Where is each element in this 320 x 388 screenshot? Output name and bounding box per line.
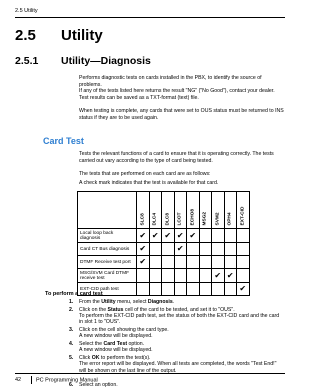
step-detail: To perform the EXT-CID path test, set the status of both the EXT-CID card and the card in slot 1 to "OUS". [79, 313, 280, 326]
step-detail: The error report will be displayed. When all tests are completed, the words "Test End!" will be shown on the last line of the output. [79, 361, 277, 374]
empty-cell [224, 243, 237, 256]
step-text-pre: Select the [79, 341, 104, 347]
intro-para-2: If any of the tests listed here returns the result "NG" ("No Good"), contact your dealer. Test results can be saved as a TXT-format (text) file. [79, 88, 275, 101]
empty-cell [212, 229, 225, 243]
empty-cell [162, 283, 175, 296]
running-header: 2.5 Utility [15, 8, 38, 14]
step-text-pre: Click [79, 355, 92, 361]
check-mark-icon: ✔ [187, 229, 200, 243]
empty-cell [174, 269, 187, 283]
table-column-header [224, 192, 237, 229]
step-text-mid: option. [127, 341, 145, 347]
step-text-b1: Card Test [103, 341, 128, 347]
step-number: 6. [69, 381, 74, 388]
procedure-step [69, 327, 284, 340]
check-mark-icon: ✔ [137, 229, 150, 243]
step-number: 3. [69, 327, 74, 333]
empty-cell [212, 256, 225, 269]
empty-cell [187, 256, 200, 269]
step-text-pre: Click on the [79, 306, 108, 313]
column-label: OPH4 [227, 212, 233, 226]
section-number: 2.5 [15, 27, 36, 44]
table-column-header [237, 192, 250, 229]
empty-cell [212, 243, 225, 256]
check-mark-icon: ✔ [137, 243, 150, 256]
table-column-header [137, 192, 150, 229]
subsection-heading [15, 55, 151, 67]
column-label: LCOT [177, 212, 183, 226]
column-label: SVM2 [215, 212, 221, 226]
intro-para-3: When testing is complete, any cards that were set to OUS status must be returned to INS status if they are to be used again. [79, 108, 284, 121]
empty-cell [162, 256, 175, 269]
column-label: DLC8 [165, 212, 171, 226]
footer-separator [31, 376, 32, 384]
empty-cell [137, 283, 150, 296]
row-label: MSG/SVM Card DTMF receive test [78, 269, 137, 283]
card-test-para-2: The tests that are performed on each card are as follows: [79, 171, 211, 177]
step-text-pre: Select an option. [79, 381, 118, 388]
card-test-para-3: A check mark indicates that the test is available for that card. [79, 180, 219, 186]
empty-cell [237, 243, 250, 256]
column-label: DLC4 [152, 212, 158, 226]
column-label: MSG2 [202, 211, 208, 226]
empty-cell [162, 269, 175, 283]
subsection-title: Utility—Diagnosis [61, 55, 151, 67]
step-text-mid: cell of the card to be tested, and set it to "OUS". [123, 306, 235, 313]
table-row [78, 283, 250, 296]
section-heading [15, 27, 103, 44]
step-text-b1: Utility [101, 299, 116, 305]
table-header-row [78, 192, 250, 229]
empty-cell [174, 256, 187, 269]
empty-cell [199, 229, 212, 243]
empty-cell [224, 283, 237, 296]
procedure-step [69, 381, 284, 388]
footer-title: PC Programming Manual [36, 377, 98, 384]
check-mark-icon: ✔ [212, 269, 225, 283]
section-title: Utility [61, 27, 103, 44]
empty-cell [199, 256, 212, 269]
table-corner-cell [78, 192, 137, 229]
step-number: 1. [69, 299, 74, 305]
subsection-number: 2.5.1 [15, 55, 39, 67]
step-text-mid: to perform the test(s). [99, 355, 151, 361]
step-text-b1: Status [107, 306, 124, 313]
empty-cell [149, 256, 162, 269]
empty-cell [199, 283, 212, 296]
step-text-mid: menu, select [115, 299, 148, 305]
empty-cell [237, 256, 250, 269]
empty-cell [199, 269, 212, 283]
empty-cell [224, 256, 237, 269]
check-mark-icon: ✔ [162, 229, 175, 243]
table-row [78, 269, 250, 283]
step-number: 4. [69, 341, 74, 347]
procedure-step [69, 306, 284, 326]
table-column-header [174, 192, 187, 229]
empty-cell [187, 283, 200, 296]
table-row [78, 256, 250, 269]
check-mark-icon: ✔ [174, 243, 187, 256]
table-column-header [162, 192, 175, 229]
table-column-header [149, 192, 162, 229]
empty-cell [174, 283, 187, 296]
check-mark-icon: ✔ [149, 229, 162, 243]
table-column-header [199, 192, 212, 229]
empty-cell [162, 243, 175, 256]
empty-cell [237, 269, 250, 283]
card-test-table [77, 191, 250, 296]
procedure-step [69, 341, 284, 354]
step-text-b1: OK [91, 355, 100, 361]
empty-cell [137, 269, 150, 283]
column-label: ECHO8 [190, 208, 196, 226]
step-text-b2: Diagnosis [147, 299, 173, 305]
column-label: EXT-CID [240, 206, 246, 226]
row-label: Card CT Bus diagnosis [78, 243, 137, 256]
check-mark-icon: ✔ [137, 256, 150, 269]
card-test-heading: Card Test [43, 136, 84, 146]
step-text-pre: Click on the cell showing the card type. [79, 327, 169, 333]
step-text-pre: From the [79, 299, 102, 305]
table-column-header [212, 192, 225, 229]
table-column-header [187, 192, 200, 229]
row-label: DTMF Receive test port [78, 256, 137, 269]
procedure-step [69, 299, 284, 305]
step-number: 2. [69, 306, 74, 313]
check-mark-icon: ✔ [174, 229, 187, 243]
empty-cell [187, 269, 200, 283]
empty-cell [187, 243, 200, 256]
empty-cell [237, 229, 250, 243]
page-footer [15, 376, 98, 384]
empty-cell [212, 283, 225, 296]
step-detail: A new window will be displayed. [79, 333, 153, 340]
row-label: EXT-CID path test [78, 283, 137, 296]
table-row [78, 243, 250, 256]
row-label: Local loop back diagnosis [78, 229, 137, 243]
empty-cell [224, 229, 237, 243]
step-detail: A new window will be displayed. [79, 347, 153, 354]
check-mark-icon: ✔ [224, 269, 237, 283]
table-row [78, 229, 250, 243]
header-rule [15, 17, 285, 18]
empty-cell [199, 243, 212, 256]
step-number: 5. [69, 355, 74, 361]
card-test-para-1: Tests the relevant functions of a card to ensure that it is operating correctly. The tests carried out vary according to the type of card being tested. [79, 151, 274, 164]
procedure-title: To perform a card test [45, 291, 103, 297]
empty-cell [149, 269, 162, 283]
intro-para-1: Performs diagnostic tests on cards installed in the PBX, to identify the source of problems. [79, 75, 262, 88]
procedure-step [69, 355, 284, 374]
table-body [78, 229, 250, 296]
step-text-post: . [172, 299, 175, 305]
page-number: 42 [15, 377, 22, 384]
check-mark-icon: ✔ [237, 283, 250, 296]
footer-rule [15, 373, 285, 374]
empty-cell [149, 283, 162, 296]
column-label: SLC8 [140, 213, 146, 226]
empty-cell [149, 243, 162, 256]
